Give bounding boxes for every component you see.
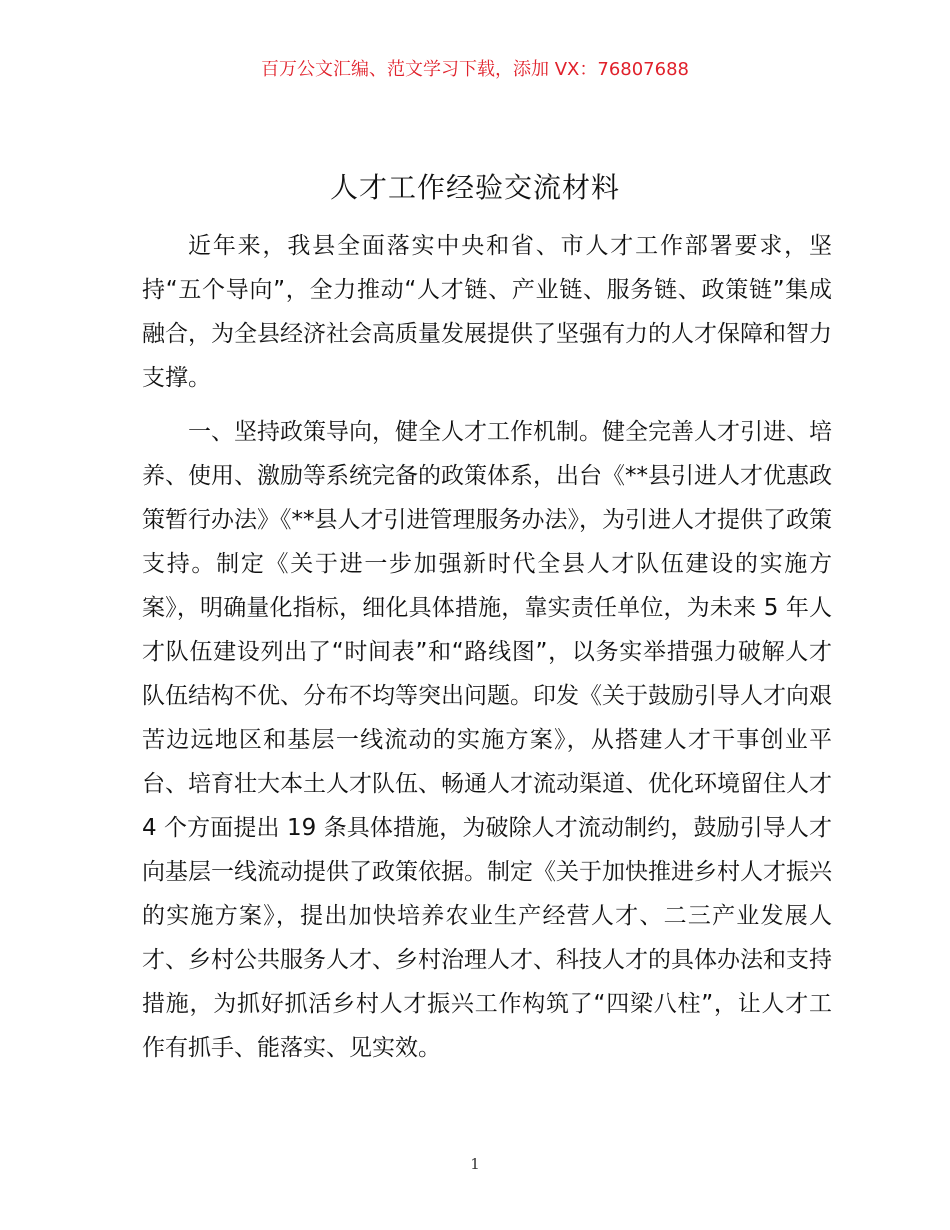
document-title: 人才工作经验交流材料: [329, 171, 620, 204]
paragraph-section-one: 一、坚持政策导向，健全人才工作机制。健全完善人才引进、培养、使用、激励等系统完备的政策体系，出台《**县引进人才优惠政策暂行办法》《**县人才引进管理服务办法》，为引进人才提供了政策支持。制定《关于进一步加强新时代全县人才队伍建设的实施方案》，明确量化指标，细化具体措施，靠实责任单位，为未来 5 年人才队伍建设列出了“时间表”和“路线图”，以务实举措强力破解人才队伍结构不优、分布不均等突出问题。印发《关于鼓励引导人才向艰苦边远地区和基层一线流动的实施方案》，从搭建人才干事创业平台、培育壮大本土人才队伍、畅通人才流动渠道、优化环境留住人才 4 个方面提出 19 条具体措施，为破除人才流动制约，鼓励引导人才向基层一线流动提供了政策依据。制定《关于加快推进乡村人才振兴的实施方案》，提出加快培养农业生产经营人才、二三产业发展人才、乡村公共服务人才、乡村治理人才、科技人才的具体办法和支持措施，为抓好抓活乡村人才振兴工作构筑了“四梁八柱”，让人才工作有抓手、能落实、见实效。: [142, 419, 832, 1061]
paragraph-intro: 近年来，我县全面落实中央和省、市人才工作部署要求，坚持“五个导向”，全力推动“人才链、产业链、服务链、政策链”集成融合，为全县经济社会高质量发展提供了坚强有力的人才保障和智力支撑。: [142, 233, 832, 391]
page-number: 1: [470, 1155, 480, 1173]
document-body: [142, 224, 832, 1070]
header-watermark-note: 百万公文汇编、范文学习下载，添加 VX：76807688: [261, 59, 689, 80]
